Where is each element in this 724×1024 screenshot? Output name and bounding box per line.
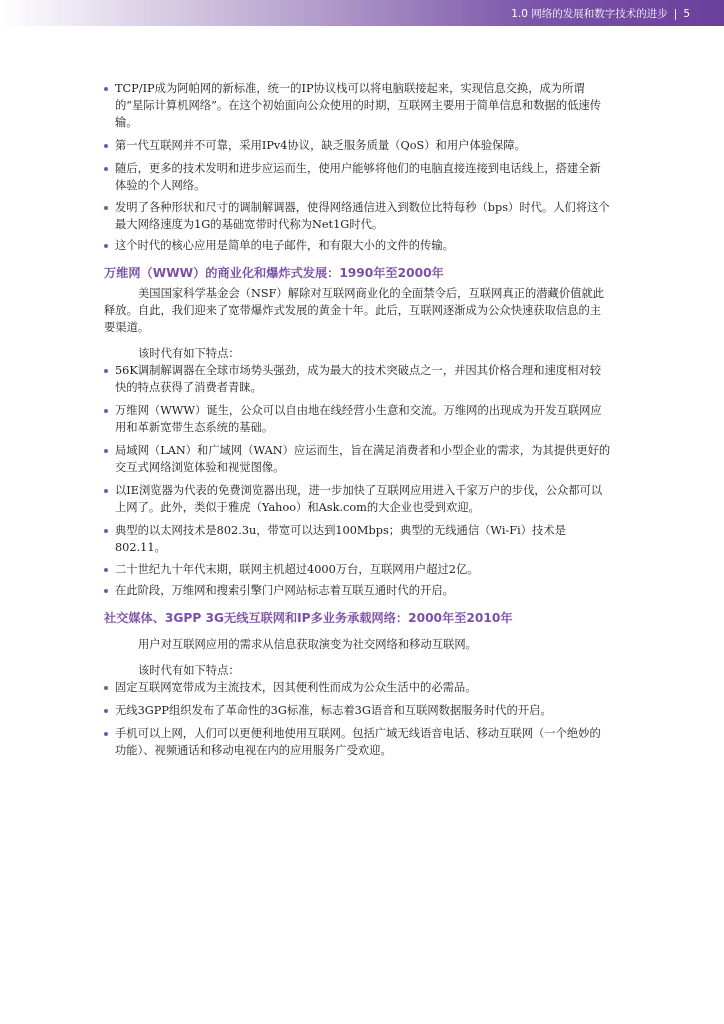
section-paragraph: 用户对互联网应用的需求从信息获取演变为社交网络和移动互联网。 — [138, 638, 477, 651]
running-header — [511, 6, 690, 21]
www-bullet-list — [104, 362, 612, 599]
section-paragraph: 美国国家科学基金会（NSF）解除对互联网商业化的全面禁令后，互联网真正的潜藏价值就此释放。自此，我们迎来了宽带爆炸式发展的黄金十年。此后，互联网逐渐成为公众快速获取信息的主要渠道。 — [104, 287, 605, 334]
list-item: 56K调制解调器在全球市场势头强劲，成为最大的技术突破点之一，并因其价格合理和速度相对较快的特点获得了消费者青睐。 — [104, 362, 612, 396]
list-item: 发明了各种形状和尺寸的调制解调器，使得网络通信进入到数位比特每秒（bps）时代。人们将这个最大网络速度为1G的基础宽带时代称为Net1G时代。 — [104, 199, 612, 233]
page-number: 5 — [683, 8, 690, 20]
list-item: 第一代互联网并不可靠，采用IPv4协议，缺乏服务质量（QoS）和用户体验保障。 — [104, 137, 612, 154]
chapter-title: 1.0 网络的发展和数字技术的进步 — [511, 8, 668, 20]
list-item: 随后，更多的技术发明和进步应运而生，使用户能够将他们的电脑直接连接到电话线上，搭建全新体验的个人网络。 — [104, 160, 612, 194]
section-lead: 该时代有如下特点： — [138, 347, 240, 360]
list-item: 手机可以上网，人们可以更便利地使用互联网。包括广域无线语音电话、移动互联网（一个绝妙的功能）、视频通话和移动电视在内的应用服务广受欢迎。 — [104, 725, 612, 759]
intro-bullet-list — [104, 80, 612, 254]
list-item: 局域网（LAN）和广域网（WAN）应运而生，旨在满足消费者和小型企业的需求，为其提供更好的交互式网络浏览体验和视觉图像。 — [104, 442, 612, 476]
page-body — [104, 80, 612, 759]
list-item: 以IE浏览器为代表的免费浏览器出现，进一步加快了互联网应用进入千家万户的步伐，公众都可以上网了。此外，类似于雅虎（Yahoo）和Ask.com的大企业也受到欢迎。 — [104, 482, 612, 516]
list-item: TCP/IP成为阿帕网的新标准，统一的IP协议栈可以将电脑联接起来，实现信息交换，成为所谓的“星际计算机网络”。在这个初始面向公众使用的时期，互联网主要用于简单信息和数据的低速传输。 — [104, 80, 612, 131]
section-lead: 该时代有如下特点： — [138, 664, 240, 677]
list-item: 万维网（WWW）诞生，公众可以自由地在线经营小生意和交流。万维网的出现成为开发互联网应用和革新宽带生态系统的基础。 — [104, 402, 612, 436]
header-separator: | — [673, 8, 678, 20]
list-item: 固定互联网宽带成为主流技术，因其便利性而成为公众生活中的必需品。 — [104, 679, 612, 696]
page-header-bar — [0, 0, 724, 26]
section-heading-www: 万维网（WWW）的商业化和爆炸式发展：1990年至2000年 — [104, 266, 444, 280]
list-item: 无线3GPP组织发布了革命性的3G标准，标志着3G语音和互联网数据服务时代的开启。 — [104, 702, 612, 719]
list-item: 二十世纪九十年代末期，联网主机超过4000万台，互联网用户超过2亿。 — [104, 561, 612, 578]
list-item: 在此阶段，万维网和搜索引擎门户网站标志着互联互通时代的开启。 — [104, 582, 612, 599]
social-bullet-list — [104, 679, 612, 759]
list-item: 典型的以太网技术是802.3u，带宽可以达到100Mbps；典型的无线通信（Wi-Fi）技术是802.11。 — [104, 522, 612, 556]
list-item: 这个时代的核心应用是简单的电子邮件，和有限大小的文件的传输。 — [104, 237, 612, 254]
section-heading-social: 社交媒体、3GPP 3G无线互联网和IP多业务承载网络：2000年至2010年 — [104, 611, 513, 625]
